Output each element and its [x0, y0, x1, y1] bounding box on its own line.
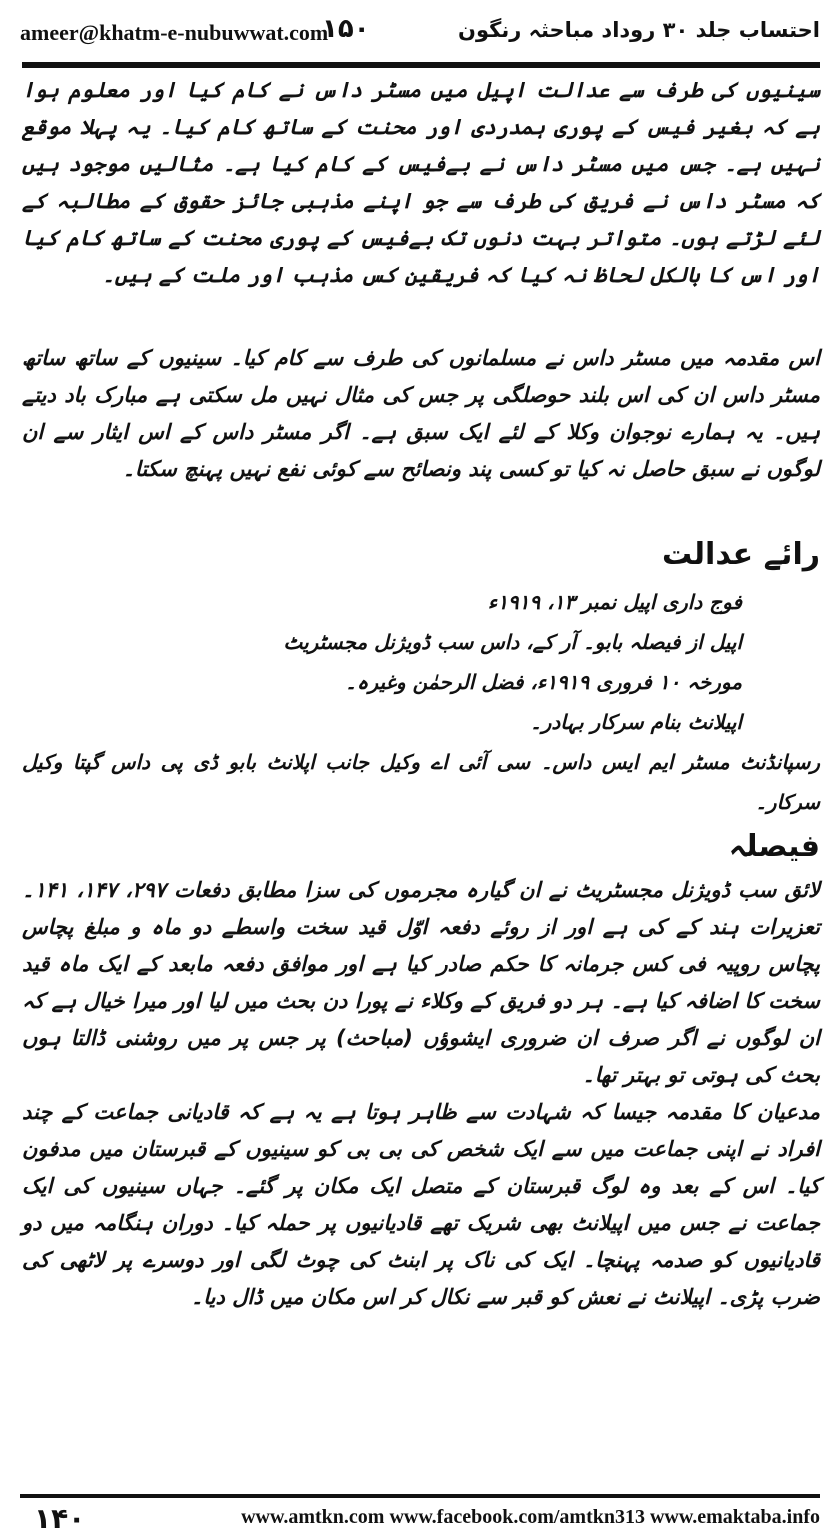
paragraph-4: مدعیان کا مقدمہ جیسا کہ شہادت سے ظاہر ہوتا ہے یہ ہے کہ قادیانی جماعت کے چند افراد نے اپنی جماعت میں سے ایک شخص کی بی بی کو سینیوں کے قبرستان میں مدفون کیا۔ اس کے بعد وہ لوگ قبرستان کے متصل ایک مکان پر گئے۔ جہاں سینیوں کی ایک جماعت نے جس میں اپیلانٹ بھی شریک تھے قادیانیوں پر حملہ کیا۔ دوران ہنگامہ میں دو قادیانیوں کو صدمہ پہنچا۔ ایک کی ناک پر ابنٹ کی چوٹ لگی اور دوسرے پر لاٹھی کی ضرب پڑی۔ اپیلانٹ نے نعش کو قبر سے نکال کر اس مکان میں ڈال دیا۔: [22, 1100, 820, 1309]
footer-website-links[interactable]: www.amtkn.com www.facebook.com/amtkn313 www.emaktaba.info: [241, 1506, 820, 1528]
paragraph-3: لائق سب ڈویژنل مجسٹریٹ نے ان گیارہ مجرموں کی سزا مطابق دفعات ۲۹۷، ۱۴۷، ۱۴۱۔ تعزیرات ہند کے کی ہے اور از روئے دفعہ اوّل قید سخت واسطے دو ماہ و مبلغ پچاس پچاس روپیہ فی کس جرمانہ کا حکم صادر کیا ہے اور موافق دفعہ مابعد کے ایک ماہ قید سخت کا اضافہ کیا ہے۔ ہر دو فریق کے وکلاء نے پورا دن بحث میں لیا اور میرا خیال ہے کہ ان لوگوں نے اگر صرف ان ضروری ایشوؤں (مباحث) پر جس پر میں روشنی ڈالتا ہوں بحث کی ہوتی تو بہتر تھا۔: [22, 878, 820, 1087]
footer-page-number: ۱۴۰: [34, 1502, 86, 1535]
header-page-number: ۱۵۰: [322, 14, 370, 44]
footer-divider: [20, 1494, 820, 1498]
paragraph-1: سینیوں کی طرف سے عدالت اپیل میں مسٹر داس نے کام کیا اور معلوم ہوا ہے کہ بغیر فیس کے پوری ہمدردی اور محنت کے ساتھ کام کیا۔ یہ پہلا موقع نہیں ہے۔ جس میں مسٹر داس نے بےفیس کے کام کیا ہے۔ مثالیں موجود ہیں کہ مسٹر داس نے فریق کی طرف سے جو اپنے مذہبی جائز حقوق کے مطالبہ کے لئے لڑتے ہوں۔ متواتر بہت دنوں تک بےفیس کے پوری محنت کے ساتھ کام کیا اور اس کا بالکل لحاظ نہ کیا کہ فریقین کس مذہب اور ملت کے ہیں۔: [22, 78, 820, 287]
case-detail-line: اپیلانٹ بنام سرکار بہادر۔: [530, 710, 742, 734]
case-detail-line: اپیل از فیصلہ بابو۔ آر کے، داس سب ڈویژنل مجسٹریٹ: [283, 630, 742, 654]
case-details: [22, 582, 820, 742]
section-heading-judgment: فیصلہ: [728, 829, 820, 864]
header-divider: [22, 62, 820, 68]
section-heading-court-opinion: رائے عدالت: [662, 537, 820, 572]
header-book-title: احتساب جلد ۳۰ روداد مباحثہ رنگون: [458, 18, 820, 42]
paragraph-2: اس مقدمہ میں مسٹر داس نے مسلمانوں کی طرف سے کام کیا۔ سینیوں کے ساتھ ساتھ مسٹر داس ان کی اس بلند حوصلگی پر جس کی مثال نہیں مل سکتی ہے مبارک باد دیتے ہیں۔ یہ ہمارے نوجوان وکلا کے لئے ایک سبق ہے۔ اگر مسٹر داس کے اس ایثار سے ان لوگوں نے سبق حاصل نہ کیا تو کسی پند ونصائح سے کوئی نفع نہیں پہنچ سکتا۔: [22, 346, 820, 481]
page-body: [22, 72, 820, 1316]
case-detail-line: فوج داری اپیل نمبر ۱۳، ۱۹۱۹ء: [487, 590, 742, 614]
case-detail-line: رسپانڈنٹ مسٹر ایم ایس داس۔ سی آئی اے وکیل جانب اپلانٹ بابو ڈی پی داس گپتا وکیل سرکار۔: [22, 750, 820, 814]
case-detail-line: مورخہ ۱۰ فروری ۱۹۱۹ء، فضل الرحمٰن وغیرہ۔: [345, 670, 742, 694]
header-email: ameer@khatm-e-nubuwwat.com: [20, 20, 329, 45]
page-header: [20, 12, 820, 56]
